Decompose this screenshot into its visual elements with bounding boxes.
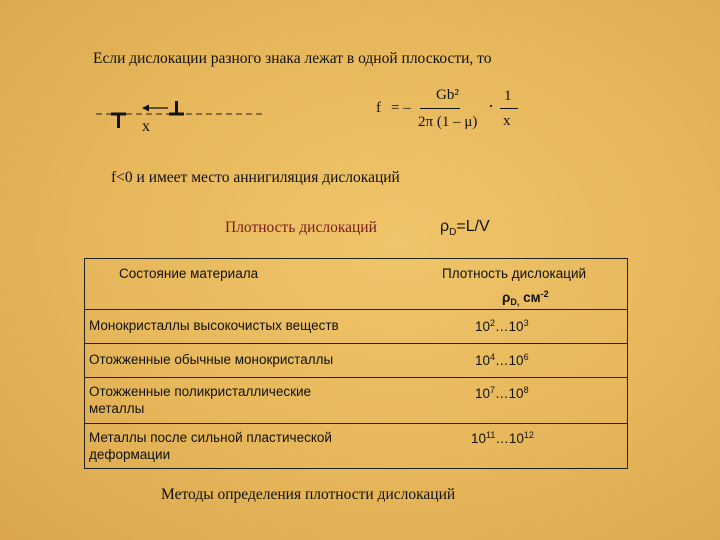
header-density-label: Плотность дислокаций — [442, 266, 587, 281]
annihilation-text: f<0 и имеет место аннигиляция дислокаций — [111, 169, 400, 186]
fraction-bar — [420, 108, 460, 109]
rho-subscript: D — [449, 227, 457, 239]
fraction-bar — [500, 108, 518, 109]
formula-one: 1 — [504, 88, 512, 104]
density-formula — [440, 218, 490, 238]
dislocation-left-symbol — [111, 114, 126, 128]
formula-dot: · — [488, 96, 494, 116]
force-formula — [376, 86, 526, 138]
formula-lhs: f — [376, 100, 381, 116]
dislocation-diagram — [96, 98, 266, 142]
formula-denominator: 2π (1 – μ) — [418, 114, 478, 130]
rho-symbol: ρ — [440, 218, 450, 235]
formula-equals: = – — [391, 100, 411, 116]
row-state: Металлы после сильной пластической деформации — [89, 430, 332, 462]
distance-label: x — [142, 118, 150, 135]
intro-text: Если дислокации разного знака лежат в одной плоскости, то — [93, 50, 492, 67]
arrow-icon — [142, 105, 168, 112]
table-header — [85, 259, 627, 309]
density-title: Плотность дислокаций — [225, 219, 377, 236]
formula-x: x — [503, 113, 511, 129]
table-row — [85, 377, 627, 424]
dislocation-right-symbol — [169, 101, 184, 114]
row-density: $10^7\dots 10^8$ — [475, 385, 529, 401]
row-density: $10^4\dots 10^6$ — [475, 352, 529, 368]
density-formula-rest: =L/V — [456, 218, 490, 235]
row-state: Отожженные обычные монокристаллы — [89, 352, 334, 367]
table-row — [85, 309, 627, 344]
row-density: $10^2\dots 10^3$ — [475, 318, 529, 334]
row-state: Отожженные поликристаллические металлы — [89, 384, 312, 416]
table-row — [85, 423, 627, 469]
methods-caption: Методы определения плотности дислокаций — [161, 486, 456, 503]
header-density — [442, 265, 622, 311]
row-density: $10^{11}\dots 10^{12}$ — [471, 430, 534, 446]
formula-numerator: Gb² — [436, 87, 459, 103]
table-row — [85, 343, 627, 378]
header-density-unit: $\rho_{D,}$ $см^{-2}$ — [502, 289, 549, 307]
header-state: Состояние материала — [119, 266, 259, 281]
density-table — [84, 258, 628, 469]
row-state: Монокристаллы высокочистых веществ — [89, 318, 339, 333]
